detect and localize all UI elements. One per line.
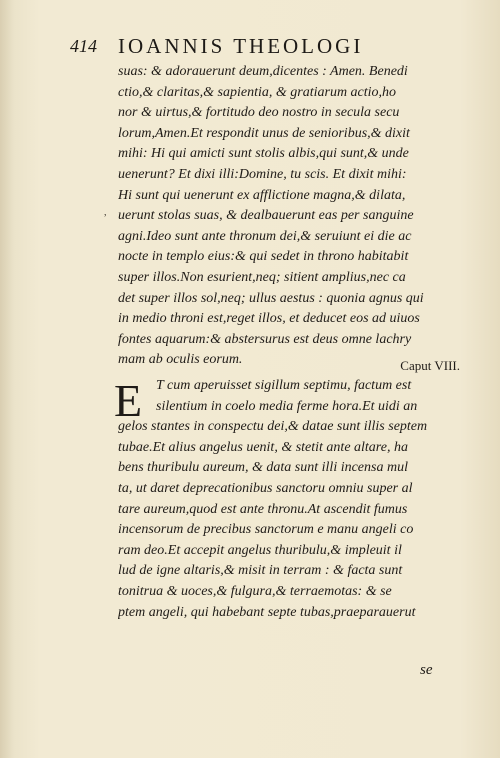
- running-title: IOANNIS THEOLOGI: [118, 34, 364, 58]
- body-text-bottom: [118, 376, 464, 623]
- text-line: in medio throni est,reget illos, et deducet eos ad uiuos: [118, 311, 420, 327]
- body-text-top: [118, 62, 464, 371]
- text-line: T cum aperuisset sigillum septimu, factum est: [156, 378, 412, 393]
- text-line: uerunt stolas suas, & dealbauerunt eas per sanguine: [118, 208, 414, 224]
- text-line: tonitrua & uoces,& fulgura,& terraemotas: & se: [118, 583, 392, 599]
- catchword: se: [420, 662, 433, 678]
- chapter-heading: Caput VIII.: [400, 358, 460, 373]
- text-line: ptem angeli, qui habebant septe tubas,praeparauerut: [118, 604, 416, 620]
- text-line: tubae.Et alius angelus uenit, & stetit ante altare, ha: [118, 439, 408, 455]
- text-line: gelos stantes in conspectu dei,& datae sunt illis septem: [118, 419, 428, 435]
- text-line: super illos.Non esurient,neq; sitient amplius,nec ca: [118, 269, 406, 285]
- text-line: mam ab oculis eorum.: [118, 352, 243, 368]
- text-line: suas: & adorauerunt deum,dicentes : Amen. Benedi: [118, 64, 408, 79]
- text-line: ta, ut daret deprecationibus sanctoru omniu super al: [118, 480, 413, 496]
- text-line: uenerunt? Et dixi illi:Domine, tu scis. Et dixit mihi:: [118, 166, 407, 182]
- text-line: nocte in templo eius:& qui sedet in throno habitabit: [118, 249, 409, 265]
- text-line: det super illos sol,neq; ullus aestus : quonia agnus qui: [118, 290, 424, 306]
- text-line: ram deo.Et accepit angelus thuribulu,& impleuit il: [118, 542, 402, 558]
- text-line: nor & uirtus,& fortitudo deo nostro in secula secu: [118, 105, 400, 121]
- page-number: 414: [70, 36, 97, 56]
- text-line: tare aureum,quod est ante thronu.At ascendit fumus: [118, 501, 408, 517]
- margin-mark: ,: [104, 207, 107, 218]
- text-line: fontes aquarum:& abstersurus est deus omne lachry: [118, 331, 412, 347]
- text-line: incensorum de precibus sanctorum e manu angeli co: [118, 522, 414, 538]
- text-line: lorum,Amen.Et respondit unus de senioribus,& dixit: [118, 125, 410, 141]
- text-line: lud de igne altaris,& misit in terram : & facta sunt: [118, 563, 403, 579]
- text-line: silentium in coelo media ferme hora.Et uidi an: [156, 398, 418, 414]
- text-line: ctio,& claritas,& sapientia, & gratiarum actio,ho: [118, 84, 397, 100]
- text-line: mihi: Hi qui amicti sunt stolis albis,qui sunt,& unde: [118, 146, 409, 162]
- text-line: Hi sunt qui uenerunt ex afflictione magna,& dilata,: [118, 187, 406, 203]
- text-line: agni.Ideo sunt ante thronum dei,& seruiunt ei die ac: [118, 228, 412, 244]
- text-line: bens thuribulu aureum, & data sunt illi incensa mul: [118, 460, 408, 476]
- drop-capital: E: [114, 375, 143, 426]
